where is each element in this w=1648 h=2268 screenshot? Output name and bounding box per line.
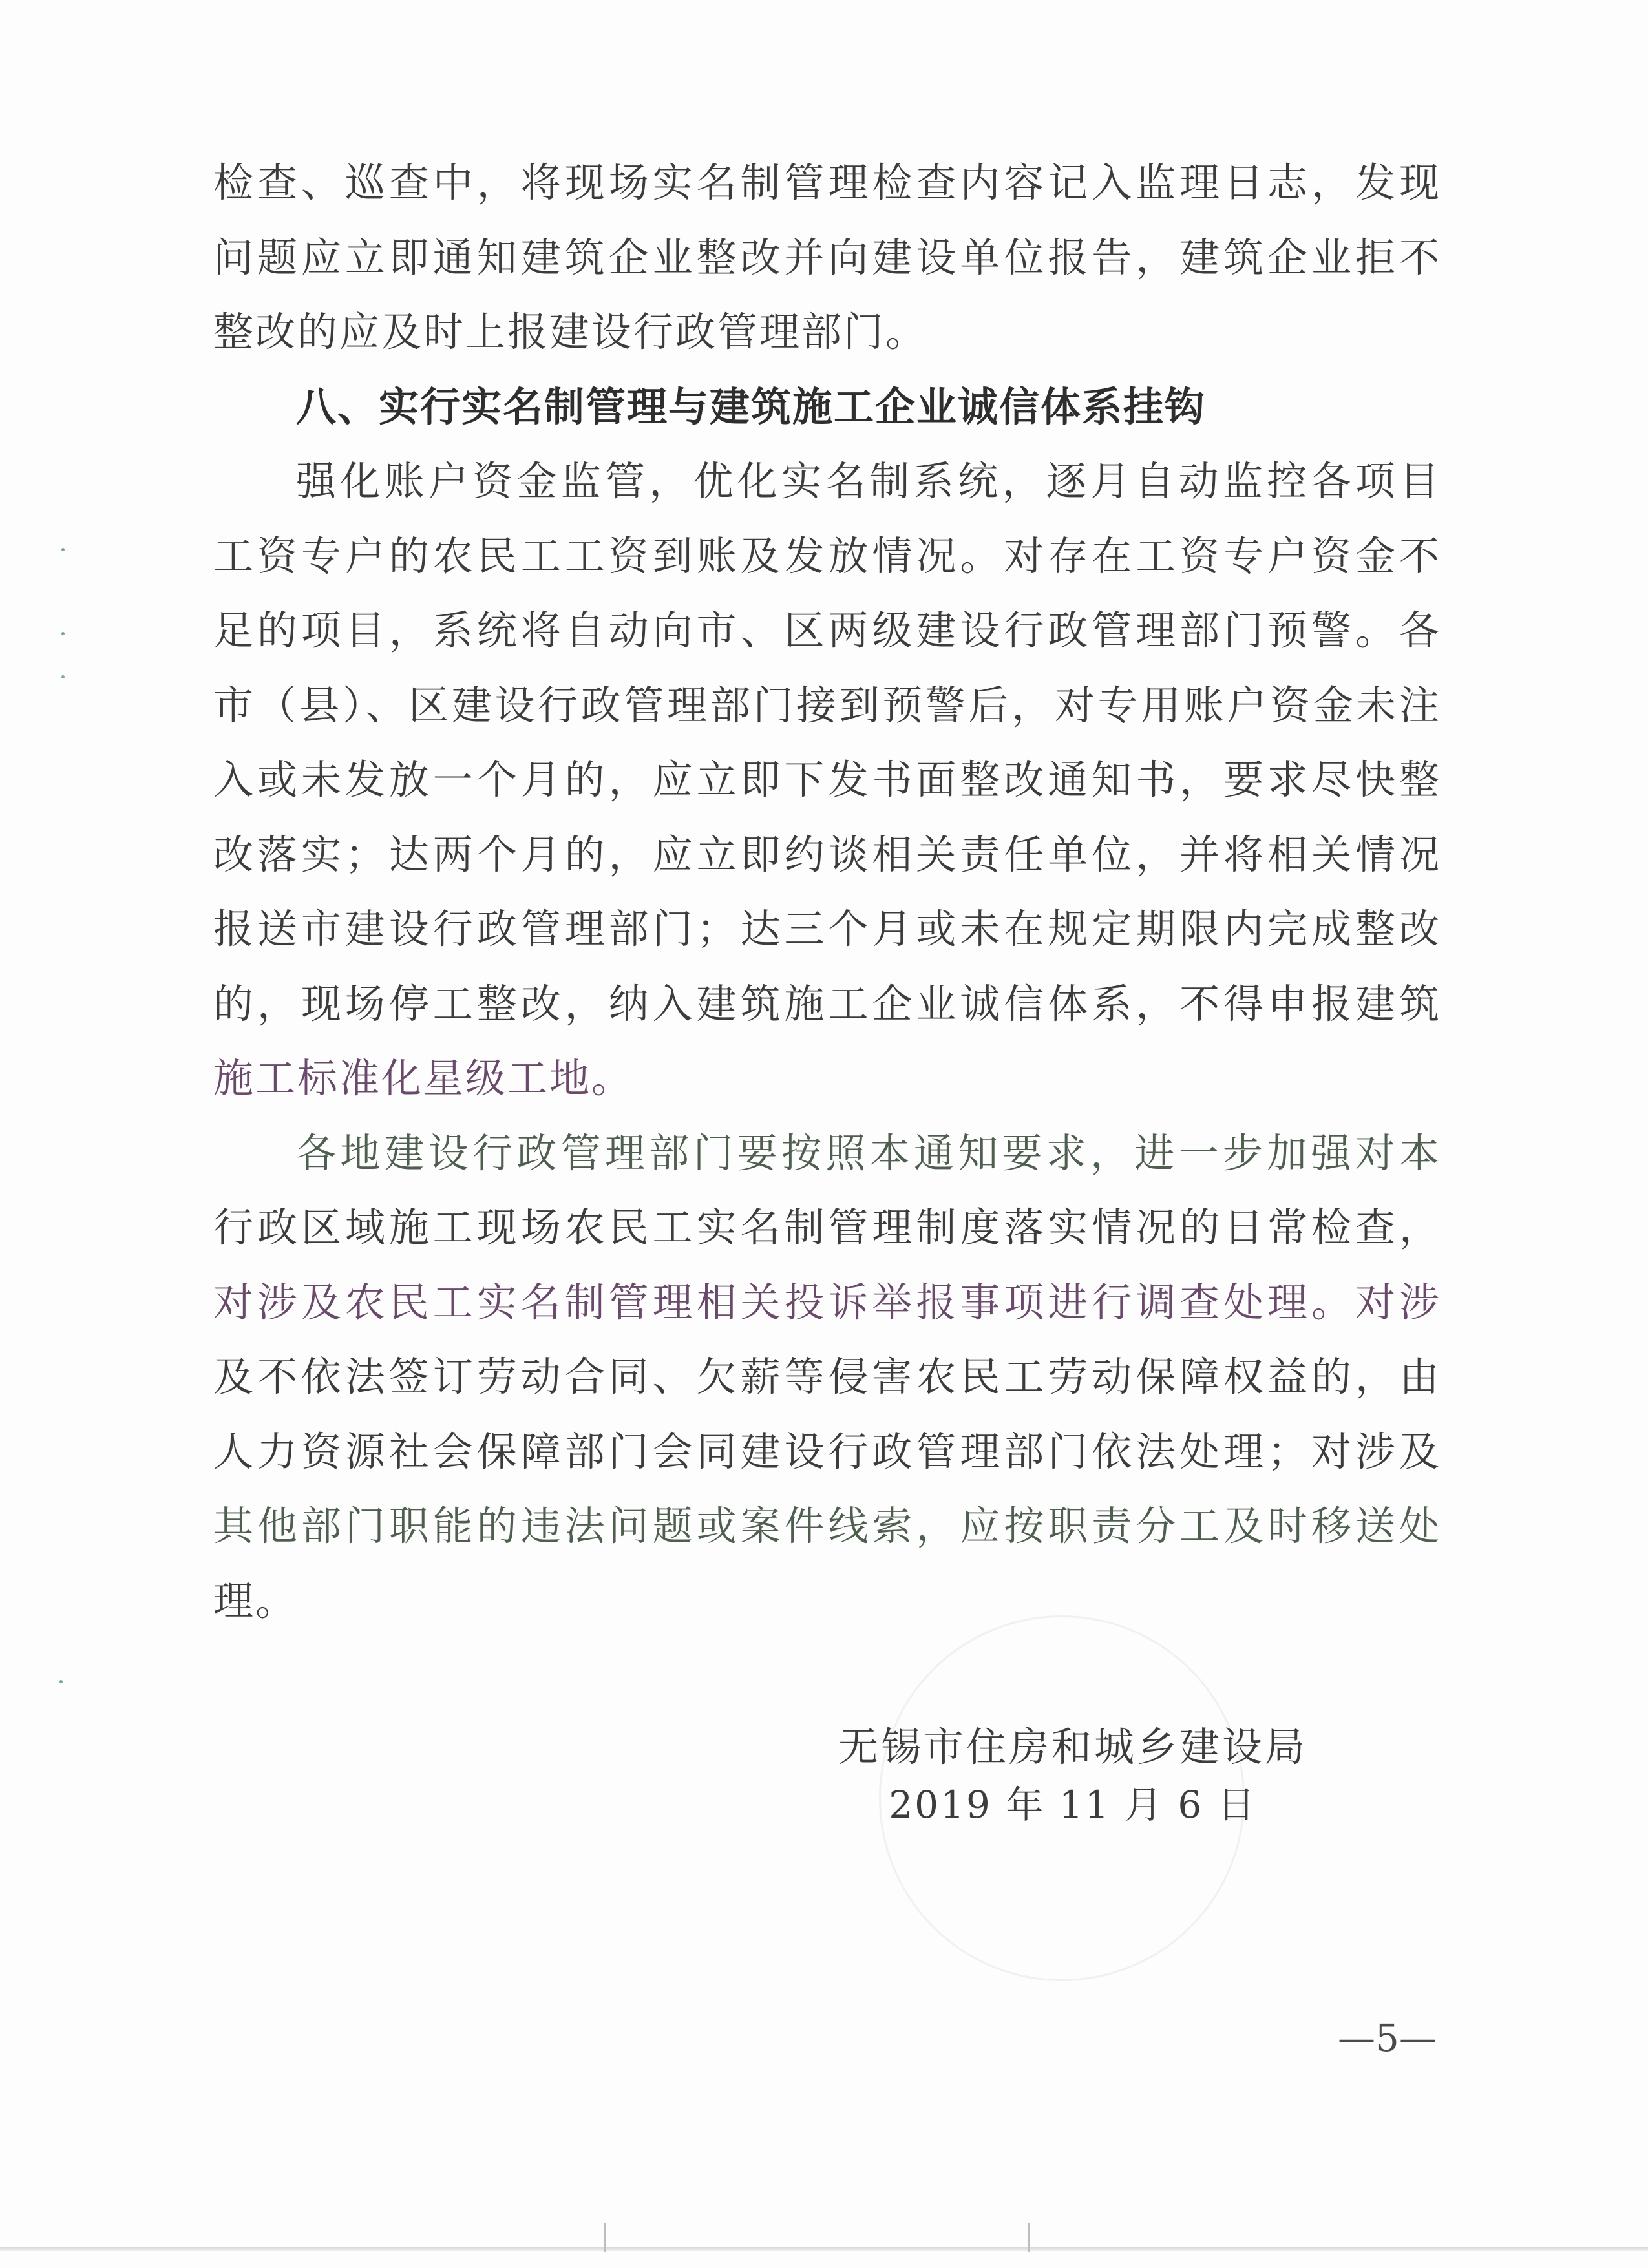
text-line: 对涉及农民工实名制管理相关投诉举报事项进行调查处理。对涉: [213, 1278, 1441, 1326]
scan-edge-tick: [1028, 2223, 1030, 2252]
text-line: 及不依法签订劳动合同、欠薪等侵害农民工劳动保障权益的，由: [213, 1353, 1441, 1400]
page-number: —5—: [1338, 2016, 1437, 2060]
text-line: 各地建设行政管理部门要按照本通知要求，进一步加强对本: [296, 1129, 1441, 1177]
text-line: 入或未发放一个月的，应立即下发书面整改通知书，要求尽快整: [213, 756, 1441, 803]
text-line: 人力资源社会保障部门会同建设行政管理部门依法处理；对涉及: [213, 1427, 1441, 1475]
scan-speck: [61, 675, 65, 678]
text-line: 检查、巡查中，将现场实名制管理检查内容记入监理日志，发现: [213, 159, 1441, 206]
text-line: 其他部门职能的违法问题或案件线索，应按职责分工及时移送处: [213, 1502, 1441, 1549]
text-line: 市（县）、区建设行政管理部门接到预警后，对专用账户资金未注: [213, 681, 1441, 729]
text-line: 足的项目，系统将自动向市、区两级建设行政管理部门预警。各: [213, 607, 1441, 654]
scan-speck: [61, 632, 65, 635]
text-line: 理。: [213, 1577, 298, 1624]
text-line: 工资专户的农民工工资到账及发放情况。对存在工资专户资金不: [213, 532, 1441, 580]
signature-block: [827, 1719, 1318, 1834]
issue-date: 2019 年 11 月 6 日: [889, 1783, 1257, 1827]
text-line: 问题应立即通知建筑企业整改并向建设单位报告，建筑企业拒不: [213, 233, 1441, 281]
scan-edge-tick: [604, 2223, 606, 2252]
body-text: [213, 145, 1441, 1638]
text-line: 施工标准化星级工地。: [213, 1055, 634, 1102]
text-line: 改落实；达两个月的，应立即约谈相关责任单位，并将相关情况: [213, 830, 1441, 878]
scan-bottom-edge: [0, 2247, 1648, 2251]
scan-speck: [61, 548, 65, 551]
text-line: 报送市建设行政管理部门；达三个月或未在规定期限内完成整改: [213, 905, 1441, 952]
issuing-organization: 无锡市住房和城乡建设局: [838, 1723, 1307, 1770]
text-line: 行政区域施工现场农民工实名制管理制度落实情况的日常检查，: [213, 1204, 1441, 1251]
section-heading: 八、实行实名制管理与建筑施工企业诚信体系挂钩: [296, 383, 1207, 430]
text-line: 强化账户资金监管，优化实名制系统，逐月自动监控各项目: [296, 457, 1441, 505]
scan-speck: [59, 1680, 63, 1683]
text-line: 的，现场停工整改，纳入建筑施工企业诚信体系，不得申报建筑: [213, 980, 1441, 1027]
text-line: 整改的应及时上报建设行政管理部门。: [213, 308, 928, 355]
